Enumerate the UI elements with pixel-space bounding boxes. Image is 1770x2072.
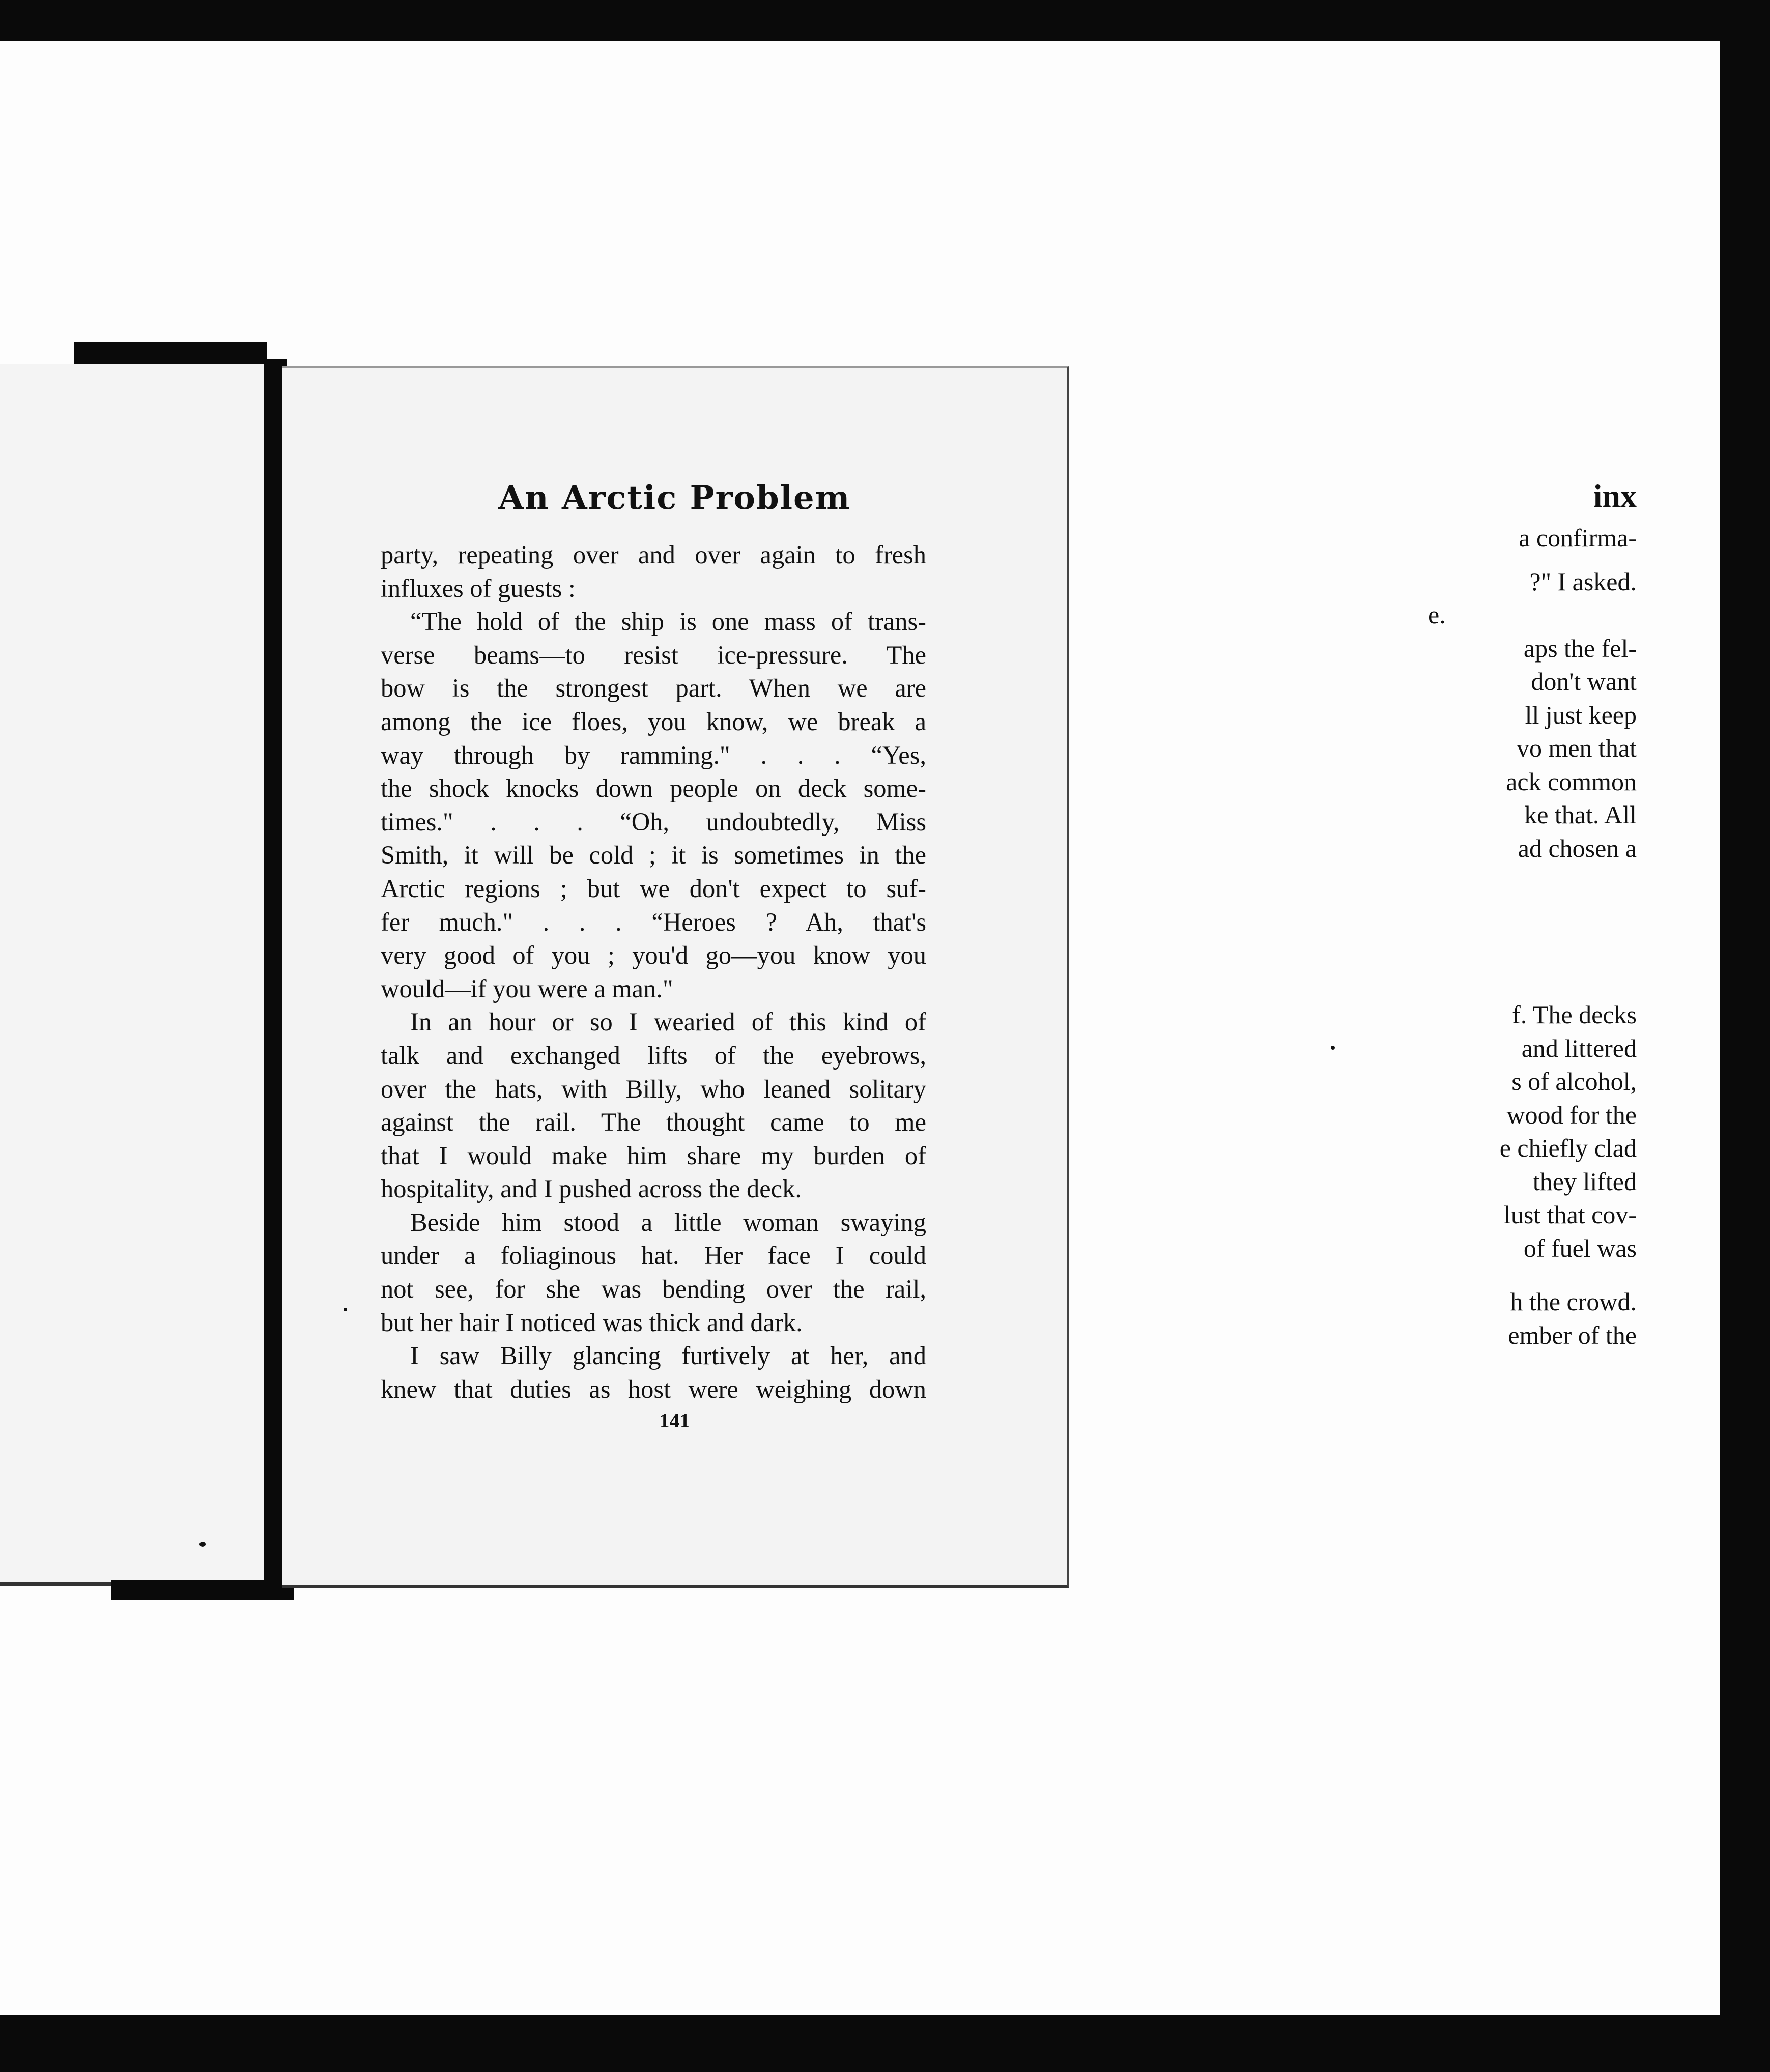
left-line: f. The decks — [1512, 1000, 1637, 1029]
text-line: way through by ramming." . . . “Yes, — [381, 740, 926, 769]
text-line: talk and exchanged lifts of the eyebrows, — [381, 1041, 926, 1070]
text-line: very good of you ; you'd go—you know you — [381, 941, 926, 970]
left-line: and littered — [1521, 1033, 1637, 1062]
text-line: the shock knocks down people on deck some- — [381, 774, 926, 803]
text-line: I saw Billy glancing furtively at her, and — [410, 1341, 926, 1370]
left-line: lust that cov- — [1503, 1200, 1637, 1229]
running-head: An Arctic Problem — [498, 479, 851, 517]
page-clip-bottom — [111, 1580, 294, 1600]
text-line: times." . . . “Oh, undoubtedly, Miss — [381, 807, 926, 836]
text-line: Arctic regions ; but we don't expect to suf- — [381, 874, 926, 903]
left-line: of fuel was — [1523, 1233, 1637, 1262]
left-line: they lifted — [1532, 1167, 1637, 1196]
right-page — [282, 366, 1069, 1588]
left-line: ack common — [1506, 767, 1637, 796]
text-line: Beside him stood a little woman swaying — [410, 1207, 926, 1236]
text-line: would—if you were a man." — [381, 974, 673, 1003]
text-line: but her hair I noticed was thick and dark. — [381, 1308, 803, 1337]
left-line: aps the fel- — [1523, 634, 1637, 663]
text-line: against the rail. The thought came to me — [381, 1108, 926, 1137]
left-line: a confirma- — [1519, 524, 1637, 552]
left-line: s of alcohol, — [1511, 1067, 1637, 1096]
left-page — [0, 364, 282, 1586]
page-number: 141 — [659, 1409, 690, 1432]
left-running-head: inx — [1593, 478, 1637, 514]
text-line: In an hour or so I wearied of this kind of — [410, 1008, 926, 1037]
left-line: vo men that — [1516, 734, 1637, 762]
text-line: Smith, it will be cold ; it is sometimes in the — [381, 841, 926, 870]
page-clip-top — [74, 342, 267, 365]
text-line: fer much." . . . “Heroes ? Ah, that's — [381, 907, 926, 936]
scanner-border-bottom — [0, 2015, 1770, 2072]
text-line: that I would make him share my burden of — [381, 1141, 926, 1170]
text-line: influxes of guests : — [381, 573, 576, 602]
left-line: don't want — [1531, 667, 1637, 696]
left-line: wood for the — [1506, 1100, 1637, 1129]
text-line: “The hold of the ship is one mass of trans- — [410, 607, 926, 636]
scan-speck — [199, 1542, 206, 1547]
page-body-text — [381, 538, 926, 1406]
left-line: ll just keep — [1525, 700, 1637, 729]
text-line: knew that duties as host were weighing down — [381, 1374, 926, 1403]
left-line: ?" I asked. — [1529, 567, 1637, 596]
scan-speck — [344, 1308, 347, 1311]
text-line: over the hats, with Billy, who leaned solitary — [381, 1074, 926, 1103]
left-line: ad chosen a — [1518, 833, 1637, 862]
text-line: party, repeating over and over again to fresh — [381, 540, 926, 569]
text-line: among the ice floes, you know, we break a — [381, 707, 926, 736]
text-line: under a foliaginous hat. Her face I could — [381, 1241, 926, 1270]
text-line: verse beams—to resist ice-pressure. The — [381, 640, 926, 669]
left-line: ke that. All — [1524, 800, 1637, 829]
scanner-border-right — [1720, 31, 1770, 2072]
left-line: ember of the — [1508, 1320, 1637, 1349]
left-line: e. — [1428, 600, 1446, 629]
text-line: not see, for she was bending over the rail, — [381, 1275, 926, 1304]
left-page-text — [1428, 473, 1637, 1352]
scan-speck — [1331, 1046, 1335, 1050]
text-line: bow is the strongest part. When we are — [381, 674, 926, 703]
text-line: hospitality, and I pushed across the deck. — [381, 1174, 802, 1203]
left-line: h the crowd. — [1510, 1287, 1637, 1316]
left-line: e chiefly clad — [1499, 1134, 1637, 1162]
